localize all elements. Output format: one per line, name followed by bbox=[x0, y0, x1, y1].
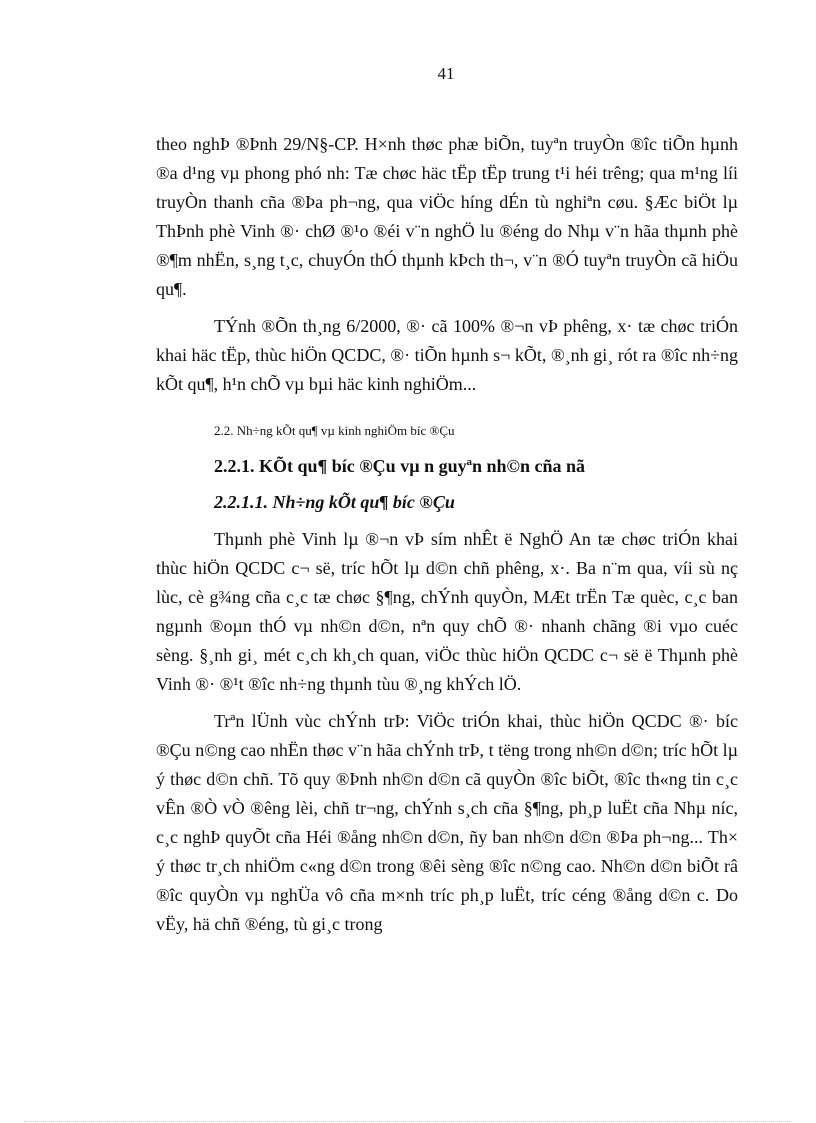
page-number: 41 bbox=[437, 64, 455, 83]
paragraph: Trªn lÜnh vùc chÝnh trÞ: ViÖc triÓn khai, thùc hiÖn QCDC ®· bíc ®Çu n©ng cao nhËn thøc v¨n hãa chÝnh trÞ, t tëng trong nh©n d©n; tríc hÕt lµ ý thøc d©n chñ. Tõ quy ®Þnh nh©n d©n cã quyÒn ®îc biÕt, ®îc th«ng tin c¸c vÊn ®Ò vÒ ®êng lèi, chñ tr¬ng, chÝnh s¸ch cña §¶ng, ph¸p luËt cña Nhµ níc, c¸c nghÞ quyÕt cña Héi ®ång nh©n d©n, ñy ban nh©n d©n ®Þa ph¬ng... Th× ý thøc tr¸ch nhiÖm c«ng d©n trong ®êi sèng ®îc n©ng cao. Nh©n d©n biÕt râ ®îc quyÒn vµ nghÜa vô cña m×nh tríc ph¸p luËt, tríc céng ®ång d©n c. Do vËy, hä chñ ®éng, tù gi¸c trong bbox=[156, 711, 738, 934]
section-heading: 2.2. Nh÷ng kÕt qu¶ vµ kinh nghiÖm bíc ®Çu bbox=[214, 423, 455, 438]
subsection-heading: 2.2.1. KÕt qu¶ bíc ®Çu vµ n guyªn nh©n cña nã bbox=[214, 456, 585, 476]
paragraph-continued: theo nghÞ ®Þnh 29/N§-CP. H×nh thøc phæ biÕn, tuyªn truyÒn ®îc tiÕn hµnh ®a d¹ng vµ phong phó nh: Tæ chøc häc tËp tËp trung t¹i héi trêng; qua m¹ng líi truyÒn thanh cña ®Þa ph¬ng, qua viÖc híng dÉn tù nghiªn cøu. §Æc biÖt lµ ThÞnh phè Vinh ®· chØ ®¹o ®éi v¨n nghÖ lu ®éng do Nhµ v¨n hãa thµnh phè ®¶m nhËn, s¸ng t¸c, chuyÓn thÓ thµnh kÞch th¬, v¨n ®Ó tuyªn truyÒn cã hiÖu qu¶. bbox=[156, 134, 738, 299]
subsubsection-heading: 2.2.1.1. Nh÷ng kÕt qu¶ bíc ®Çu bbox=[214, 492, 455, 512]
paragraph: TÝnh ®Õn th¸ng 6/2000, ®· cã 100% ®¬n vÞ phêng, x· tæ chøc triÓn khai häc tËp, thùc hiÖn QCDC, ®· tiÕn hµnh s¬ kÕt, ®¸nh gi¸ rót ra ®îc nh÷ng kÕt qu¶, h¹n chÕ vµ bµi häc kinh nghiÖm... bbox=[156, 316, 738, 394]
document-body bbox=[156, 130, 738, 947]
paragraph: Thµnh phè Vinh lµ ®¬n vÞ sím nhÊt ë NghÖ An tæ chøc triÓn khai thùc hiÖn QCDC c¬ së, tríc hÕt lµ d©n chñ phêng, x·. Ba n¨m qua, víi sù nç lùc, cè g¾ng cña c¸c tæ chøc §¶ng, chÝnh quyÒn, MÆt trËn Tæ quèc, c¸c ban ngµnh ®oµn thÓ vµ nh©n d©n, nªn quy chÕ ®· nhanh chãng ®i vµo cuéc sèng. §¸nh gi¸ mét c¸ch kh¸ch quan, viÖc thùc hiÖn QCDC c¬ së ë Thµnh phè Vinh ®· ®¹t ®îc nh÷ng thµnh tùu ®¸ng khÝch lÖ. bbox=[156, 529, 738, 694]
page-bottom-rule bbox=[24, 1121, 792, 1122]
